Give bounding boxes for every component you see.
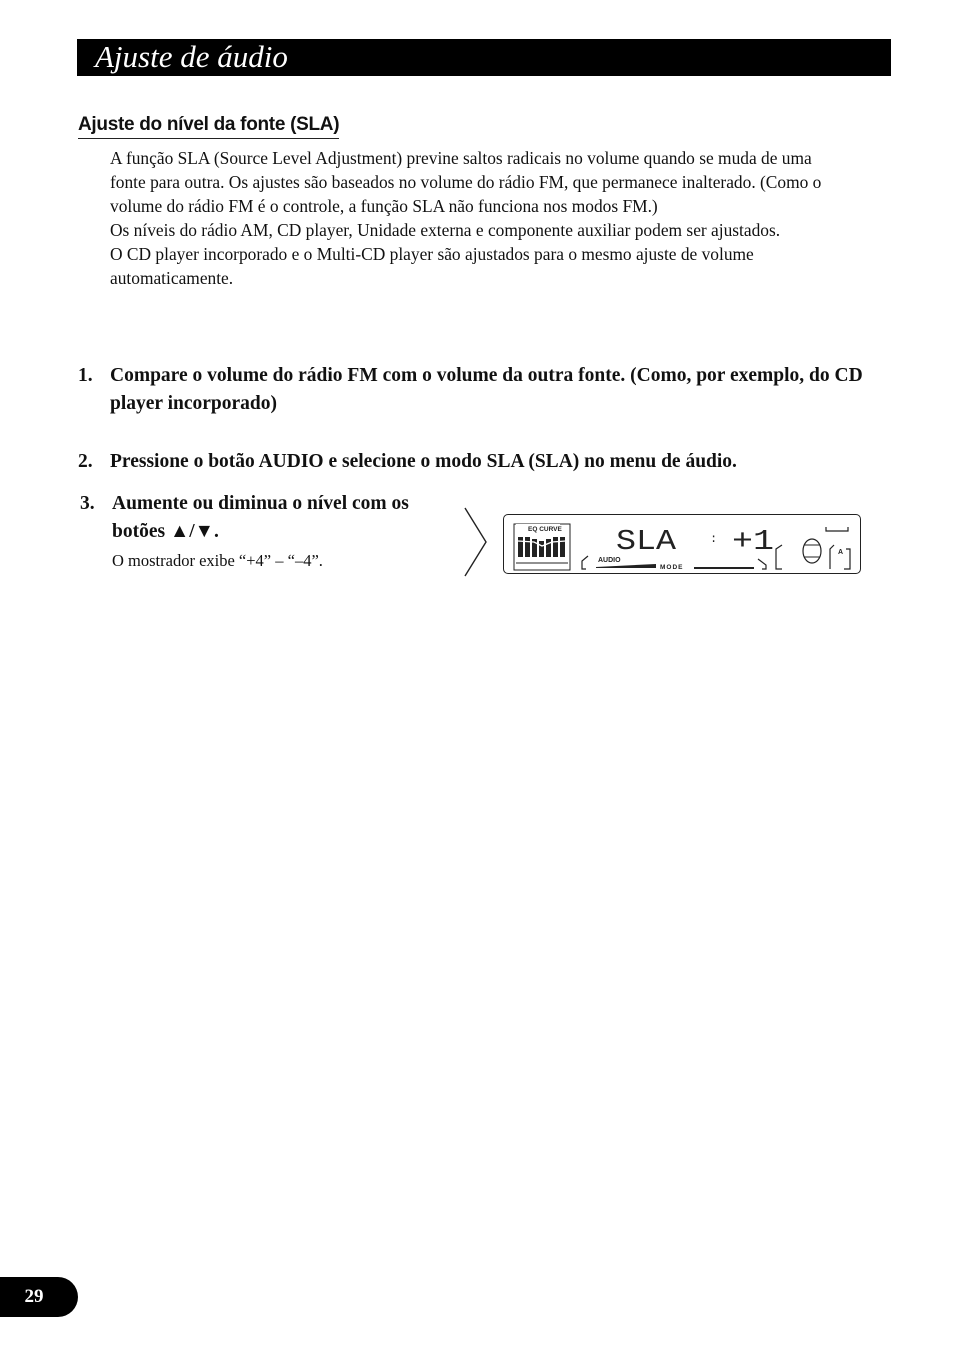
intro-paragraph-2: Os níveis do rádio AM, CD player, Unidade externa e componente auxiliar podem ser ajustados. <box>110 220 781 240</box>
lcd-graphic <box>504 515 862 575</box>
pointer-arrow-icon <box>462 506 492 578</box>
eq-curve-label: EQ CURVE <box>528 526 562 533</box>
page-number-tab <box>0 1277 78 1317</box>
audio-label: AUDIO <box>598 557 621 564</box>
step-number: 3. <box>80 493 95 514</box>
step-text: Pressione o botão AUDIO e selecione o modo SLA (SLA) no menu de áudio. <box>110 451 737 472</box>
intro-paragraph-1: A função SLA (Source Level Adjustment) previne saltos radicais no volume quando se muda de uma fonte para outra. Os ajustes são baseados no volume do rádio FM, que permanece inalterado. (Como o volume do rádio FM é o controle, a função SLA não funciona nos modos FM.) <box>110 148 822 216</box>
step-2 <box>78 448 898 478</box>
step-number: 2. <box>78 451 93 472</box>
audio-ramp-icon <box>596 564 656 568</box>
section-heading: Ajuste do nível da fonte (SLA) <box>78 114 339 139</box>
slot-icon <box>826 527 848 531</box>
bracket-right-icon <box>758 559 766 569</box>
header-bar <box>77 39 891 76</box>
step-1 <box>78 362 878 422</box>
eq-bars-icon <box>518 537 565 557</box>
step-text: Compare o volume do rádio FM com o volume da outra fonte. (Como, por exemplo, do CD player incorporado) <box>110 365 863 414</box>
lcd-colon: : <box>710 532 718 546</box>
step-text: Aumente ou diminua o nível com os botões ▲/▼. <box>112 493 409 542</box>
lcd-value: +1 <box>732 525 774 558</box>
step-3-note: O mostrador exibe “+4” – “–4”. <box>112 551 323 570</box>
intro-text <box>110 146 850 290</box>
bracket-left-icon <box>582 556 588 569</box>
page-title: Ajuste de áudio <box>95 39 288 74</box>
corner-glyph: A <box>838 549 844 556</box>
lcd-main-text: SLA <box>616 525 677 558</box>
page-number: 29 <box>24 1286 44 1307</box>
intro-paragraph-3: O CD player incorporado e o Multi-CD player são ajustados para o mesmo ajuste de volume automaticamente. <box>110 244 754 288</box>
step-3 <box>80 490 420 550</box>
step-number: 1. <box>78 365 93 386</box>
disc-icon <box>803 539 821 563</box>
mode-label: MODE <box>660 564 684 571</box>
lcd-display <box>503 514 861 574</box>
